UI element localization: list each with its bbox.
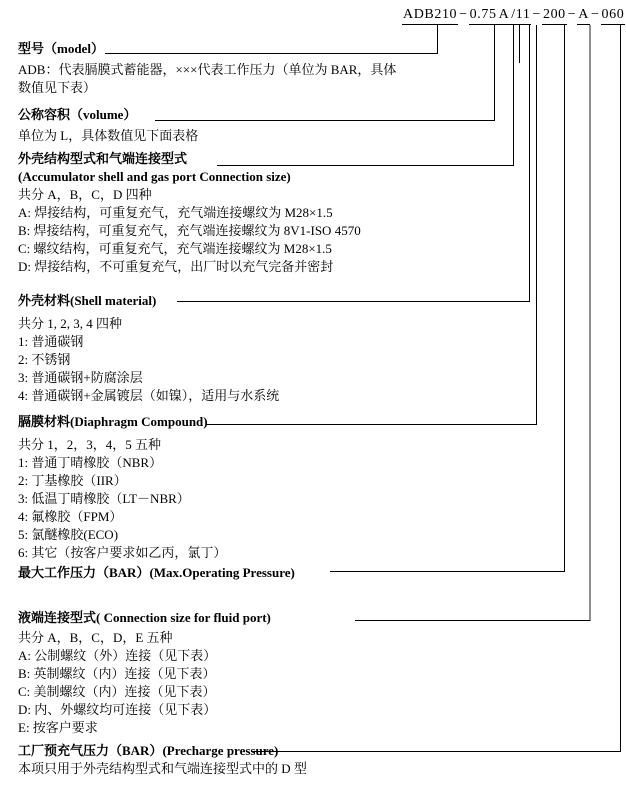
connector-shell-structure-vline bbox=[513, 25, 514, 166]
section-model-line: 数值见下表） bbox=[18, 80, 97, 95]
section-shell-structure-line: A: 焊接结构，可重复充气，充气端连接螺纹为 M28×1.5 bbox=[18, 205, 333, 220]
code-dash: − bbox=[591, 7, 600, 22]
connector-model-vline bbox=[437, 25, 438, 54]
section-fluid-port-line: A: 公制螺纹（外）连接（见下表） bbox=[18, 648, 217, 663]
section-fluid-port-line: 共分 A，B，C，D，E 五种 bbox=[18, 630, 173, 645]
section-volume bbox=[18, 106, 198, 145]
code-dash: − bbox=[567, 7, 577, 22]
section-shell-structure-line: C: 螺纹结构，可重复充气，充气端连接螺纹为 M28×1.5 bbox=[18, 241, 332, 256]
section-precharge-title: 工厂预充气压力（BAR）(Precharge pressure) bbox=[18, 743, 279, 758]
connector-max-pressure-hline bbox=[330, 571, 565, 572]
code-segment-max-pressure: 200 bbox=[542, 6, 567, 25]
section-model-title: 型号（model） bbox=[18, 41, 104, 56]
connector-stub-line bbox=[519, 25, 520, 63]
connector-precharge-hline bbox=[253, 751, 621, 752]
connector-max-pressure-vline bbox=[564, 25, 565, 572]
connector-volume-hline bbox=[155, 120, 495, 121]
section-diaphragm-title: 膈膜材料(Diaphragm Compound) bbox=[18, 414, 208, 429]
code-segment-volume: 0.75 bbox=[469, 6, 498, 25]
section-shell-material-line: 2: 不锈钢 bbox=[18, 352, 71, 367]
section-shell-structure-line: D: 焊接结构，不可重复充气，出厂时以充气完备并密封 bbox=[18, 259, 334, 274]
section-fluid-port-line: E: 按客户要求 bbox=[18, 720, 98, 735]
section-fluid-port-line: B: 英制螺纹（内）连接（见下表） bbox=[18, 666, 216, 681]
section-diaphragm bbox=[18, 413, 226, 562]
connector-diaphragm-hline bbox=[206, 424, 537, 425]
code-segment-precharge: 060 bbox=[601, 6, 626, 25]
section-shell-structure-subtitle: (Accumulator shell and gas port Connection size) bbox=[18, 169, 291, 184]
connector-fluid-port-hline bbox=[355, 620, 590, 621]
section-model-line: ADB：代表膈膜式蓄能器，×××代表工作压力（单位为 BAR，具体 bbox=[18, 62, 397, 77]
code-segment-fluid-port: A bbox=[577, 6, 590, 25]
section-diaphragm-line: 1: 普通丁晴橡胶（NBR） bbox=[18, 455, 163, 470]
section-shell-material bbox=[18, 292, 279, 405]
code-segment-shell-type: A bbox=[498, 6, 511, 25]
section-shell-structure-line: B: 焊接结构，可重复充气，充气端连接螺纹为 8V1-ISO 4570 bbox=[18, 223, 361, 238]
section-shell-material-line: 4: 普通碳钢+金属镀层（如镍），适用与水系统 bbox=[18, 388, 280, 403]
section-volume-line: 单位为 L，具体数值见下面表格 bbox=[18, 128, 199, 143]
section-diaphragm-line: 共分 1，2，3，4，5 五种 bbox=[18, 437, 162, 452]
section-precharge bbox=[18, 742, 307, 778]
code-dash: − bbox=[459, 7, 468, 22]
code-dash: − bbox=[532, 7, 541, 22]
section-diaphragm-line: 3: 低温丁晴橡胶（LT－NBR） bbox=[18, 491, 190, 506]
section-diaphragm-line: 5: 氯醚橡胶(ECO) bbox=[18, 527, 119, 542]
section-shell-structure-title: 外壳结构型式和气端连接型式 bbox=[18, 151, 188, 166]
section-shell-structure-line: 共分 A，B，C，D 四种 bbox=[18, 187, 152, 202]
code-segment-series: ADB210 bbox=[402, 6, 458, 25]
section-shell-material-line: 1: 普通碳钢 bbox=[18, 334, 84, 349]
section-diaphragm-line: 6: 其它（按客户要求如乙丙，氯丁） bbox=[18, 545, 227, 560]
section-model bbox=[18, 40, 396, 97]
section-diaphragm-line: 2: 丁基橡胶（IIR） bbox=[18, 473, 127, 488]
section-fluid-port-line: D: 内、外螺纹均可连接（见下表） bbox=[18, 702, 217, 717]
section-max-pressure-title: 最大工作压力（BAR）(Max.Operating Pressure) bbox=[18, 565, 295, 580]
connector-precharge-vline bbox=[620, 25, 621, 752]
section-fluid-port bbox=[18, 609, 271, 737]
model-code bbox=[402, 6, 625, 25]
section-fluid-port-line: C: 美制螺纹（内）连接（见下表） bbox=[18, 684, 216, 699]
section-shell-material-line: 共分 1, 2, 3, 4 四种 bbox=[18, 316, 123, 331]
section-shell-material-title: 外壳材料(Shell material) bbox=[18, 293, 157, 308]
section-shell-structure bbox=[18, 150, 361, 276]
section-precharge-line: 本项只用于外壳结构型式和气端连接型式中的 D 型 bbox=[18, 761, 307, 776]
section-diaphragm-line: 4: 氟橡胶（FPM） bbox=[18, 509, 123, 524]
section-max-pressure bbox=[18, 564, 295, 581]
code-segment-materials: /11 bbox=[510, 6, 531, 25]
connector-volume-vline bbox=[494, 25, 495, 121]
connector-diaphragm-vline bbox=[536, 25, 537, 425]
section-shell-material-line: 3: 普通碳钢+防腐涂层 bbox=[18, 370, 143, 385]
connector-shell-material-vline bbox=[529, 25, 530, 302]
connector-fluid-port-vline bbox=[589, 25, 591, 621]
section-fluid-port-title: 液端连接型式( Connection size for fluid port) bbox=[18, 610, 271, 625]
section-volume-title: 公称容积（volume） bbox=[18, 107, 137, 122]
